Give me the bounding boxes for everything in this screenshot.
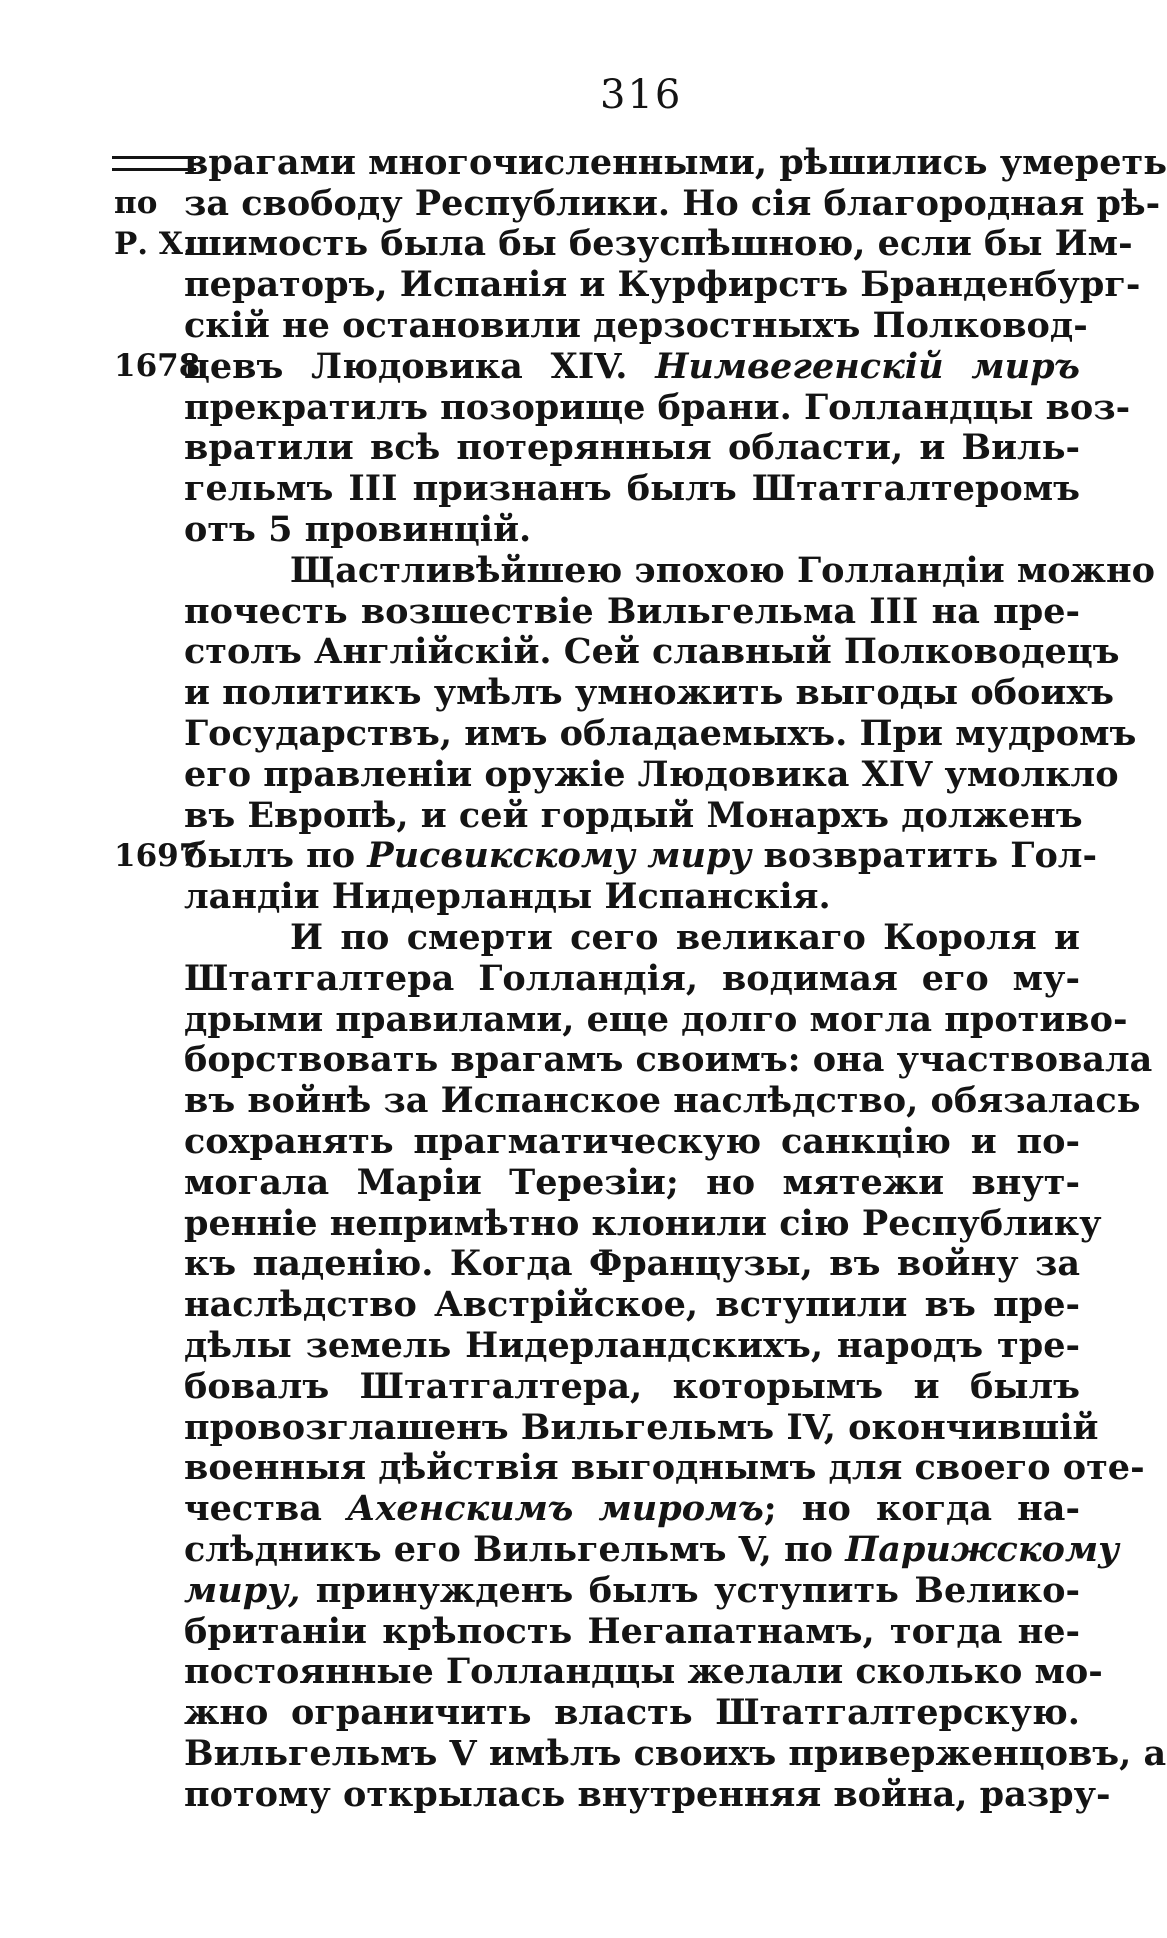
text-line	[120, 591, 1080, 632]
line-text: военныя дѣйствія выгоднымъ для своего оте-	[184, 1447, 1145, 1489]
text-line	[120, 1202, 1102, 1244]
line-text: вратили всѣ потерянныя области, и Виль-	[184, 427, 1080, 469]
line-text	[184, 1528, 1120, 1570]
line-text: дрыми правилами, еще долго могла противо-	[184, 998, 1128, 1040]
line-text: Вильгельмъ V имѣлъ своихъ приверженцовъ, а	[184, 1732, 1167, 1774]
line-text: за свободу Республики. Но сія благородная рѣ-	[184, 182, 1161, 224]
text-line	[120, 509, 1080, 550]
text-line	[120, 1447, 1145, 1489]
italic-term: Ахенскимъ миромъ	[347, 1488, 764, 1530]
line-text: Штатгалтера Голландія, водимая его му-	[184, 957, 1080, 999]
line-text: почесть возшествіе Вильгельма III на пре-	[184, 590, 1080, 632]
text-line	[120, 141, 1167, 183]
text-line	[120, 1611, 1080, 1652]
line-text	[184, 1570, 1080, 1611]
italic-term: Рисвикскому миру	[367, 835, 752, 877]
line-text: въ Европѣ, и сей гордый Монархъ долженъ	[184, 794, 1083, 836]
line-segment: принужденъ былъ уступить Велико-	[315, 1569, 1081, 1611]
text-line	[120, 1488, 1080, 1529]
text-line	[120, 998, 1128, 1040]
line-text: и политикъ умѣлъ умножить выгоды обоихъ	[184, 672, 1115, 714]
line-text: могала Маріи Терезіи; но мятежи внут-	[184, 1161, 1080, 1203]
text-line	[120, 1651, 1103, 1693]
line-segment: возвратить Гол-	[763, 835, 1098, 877]
line-text: къ паденію. Когда Французы, въ войну за	[184, 1243, 1080, 1285]
text-line	[120, 1366, 1080, 1407]
line-text: отъ 5 провинцій.	[184, 509, 532, 551]
text-line	[120, 1692, 1080, 1733]
line-text: потому открылась внутренняя война, разру-	[184, 1773, 1111, 1815]
text-line	[114, 835, 1098, 877]
text-line	[120, 753, 1119, 795]
line-text	[184, 1488, 1080, 1529]
line-text: дѣлы земель Нидерландскихъ, народъ тре-	[184, 1325, 1080, 1366]
text-line	[120, 631, 1120, 673]
text-line	[120, 1325, 1080, 1366]
line-text: шимость была бы безуспѣшною, если бы Им-	[184, 223, 1133, 265]
line-text: прекратилъ позорище брани. Голландцы воз-	[184, 386, 1131, 428]
text-line	[120, 428, 1080, 469]
text-line	[120, 1406, 1099, 1448]
line-text: бовалъ Штатгалтера, которымъ и былъ	[184, 1365, 1080, 1407]
line-text: британіи крѣпость Негапатнамъ, тогда не-	[184, 1610, 1080, 1652]
italic-term: Парижскому	[845, 1528, 1120, 1570]
margin-year: 1678	[114, 347, 201, 384]
text-line	[120, 1732, 1167, 1774]
margin-note: Р. Х.	[114, 225, 194, 262]
italic-term: миру,	[184, 1569, 301, 1611]
line-text: Государствъ, имъ обладаемыхъ. При мудромъ	[184, 713, 1137, 755]
line-text: въ войнѣ за Испанское наслѣдство, обязалась	[184, 1080, 1141, 1122]
text-line	[120, 1284, 1080, 1325]
margin-note: по	[114, 184, 158, 221]
line-text: гельмъ III признанъ былъ Штатгалтеромъ	[184, 468, 1080, 510]
text-line	[120, 713, 1137, 755]
text-line	[120, 1773, 1111, 1815]
line-segment: чества	[184, 1488, 322, 1530]
text-line	[120, 794, 1083, 836]
line-text: жно ограничить власть Штатгалтерскую.	[184, 1692, 1080, 1734]
text-line	[120, 1039, 1153, 1081]
text-line	[120, 264, 1141, 306]
text-line	[120, 468, 1080, 509]
line-text: его правленіи оружіе Людовика XIV умолкло	[184, 753, 1119, 795]
text-line	[120, 1570, 1080, 1611]
line-text: борствовать врагамъ своимъ: она участвовала	[184, 1039, 1153, 1081]
text-line	[120, 1121, 1080, 1162]
text-line	[114, 345, 1080, 387]
text-line	[120, 672, 1115, 714]
line-segment: ; но когда на-	[763, 1488, 1081, 1530]
line-text: постоянные Голландцы желали сколько мо-	[184, 1651, 1103, 1693]
text-line	[120, 917, 1080, 958]
page-number: 316	[600, 72, 683, 118]
line-text: Щастливѣйшею эпохою Голландіи можно	[290, 549, 1155, 591]
italic-term: Нимвегенскій миръ	[655, 345, 1080, 387]
text-line	[120, 1162, 1080, 1203]
line-text: наслѣдство Австрійское, вступили въ пре-	[184, 1284, 1080, 1326]
page-body	[114, 141, 1167, 1815]
line-text: провозглашенъ Вильгельмъ IV, окончившій	[184, 1406, 1099, 1448]
line-text: ландіи Нидерланды Испанскія.	[184, 876, 831, 918]
text-line	[120, 876, 1080, 917]
text-line	[120, 386, 1131, 428]
line-text: скій не остановили дерзостныхъ Полковод-	[184, 305, 1088, 347]
text-line	[120, 305, 1088, 347]
line-text: ператоръ, Испанія и Курфирстъ Бранденбург-	[184, 264, 1141, 306]
line-text	[184, 835, 1098, 877]
text-line	[120, 549, 1155, 591]
line-text: сохранять прагматическую санкцію и по-	[184, 1121, 1080, 1163]
text-line	[114, 182, 1161, 224]
line-text	[184, 346, 1080, 387]
text-line	[114, 223, 1133, 265]
line-segment: цевъ Людовика XIV.	[184, 345, 628, 387]
text-line	[120, 1244, 1080, 1285]
text-line	[120, 958, 1080, 999]
text-line	[120, 1528, 1120, 1570]
text-line	[120, 1080, 1141, 1122]
line-text: столъ Англійскій. Сей славный Полководецъ	[184, 631, 1120, 673]
line-segment: слѣдникъ его Вильгельмъ V, по	[184, 1528, 833, 1570]
line-text: врагами многочисленными, рѣшились умереть	[184, 141, 1167, 183]
line-text: И по смерти сего великаго Короля и	[290, 917, 1080, 959]
line-text: ренніе непримѣтно клонили сію Республику	[184, 1202, 1102, 1244]
line-segment: былъ по	[184, 835, 356, 877]
margin-year: 1697	[114, 837, 201, 874]
